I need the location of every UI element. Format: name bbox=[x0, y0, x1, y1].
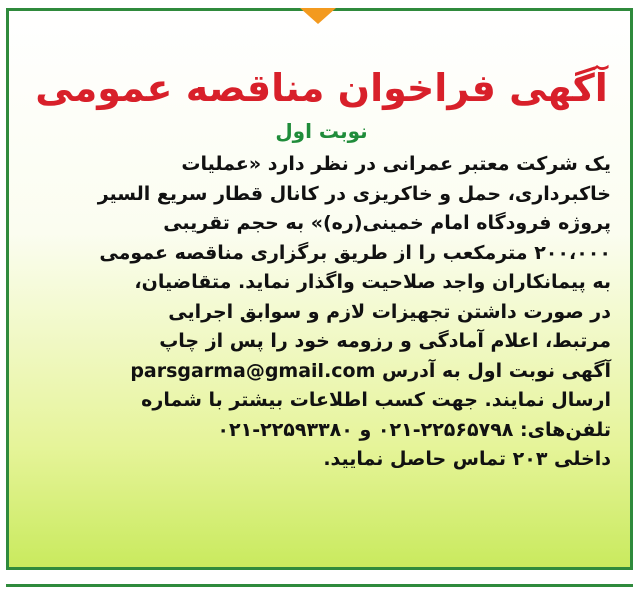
ad-subtitle: نوبت اول bbox=[275, 119, 368, 143]
ad-body-line: ۲۰۰،۰۰۰ مترمکعب را از طریق برگزاری مناقصه عمومی bbox=[99, 241, 611, 264]
ad-body-line: پروژه فرودگاه امام خمینی(ره)» به حجم تقریبی bbox=[163, 212, 611, 234]
top-notch bbox=[300, 8, 336, 24]
ad-body-line: ارسال نمایند. جهت کسب اطلاعات بیشتر با شماره bbox=[141, 389, 611, 411]
ad-body-line: داخلی ۲۰۳ تماس حاصل نمایید. bbox=[323, 448, 611, 470]
ad-body-line: خاکبرداری، حمل و خاکریزی در کانال قطار سریع السیر bbox=[97, 182, 611, 205]
ad-body-line: یک شرکت معتبر عمرانی در نظر دارد «عملیات bbox=[181, 153, 611, 175]
ad-body-line: مرتبط، اعلام آمادگی و رزومه خود را پس از چاپ bbox=[159, 330, 611, 352]
ad-body-line: در صورت داشتن تجهیزات لازم و سوابق اجرایی bbox=[168, 300, 611, 323]
ad-body-line-phones: تلفن‌های: ۲۲۵۶۵۷۹۸-۰۲۱ و ۲۲۵۹۳۳۸۰-۰۲۱ bbox=[217, 418, 611, 441]
ad-body bbox=[48, 150, 611, 475]
bottom-rule bbox=[6, 584, 633, 587]
ad-body-line: به پیمانکاران واجد صلاحیت واگذار نماید. متقاضیان، bbox=[134, 271, 611, 293]
ad-body-line-email: آگهی نوبت اول به آدرس parsgarma@gmail.com bbox=[130, 359, 611, 382]
ad-title: آگهی فراخوان مناقصه عمومی bbox=[35, 66, 608, 110]
